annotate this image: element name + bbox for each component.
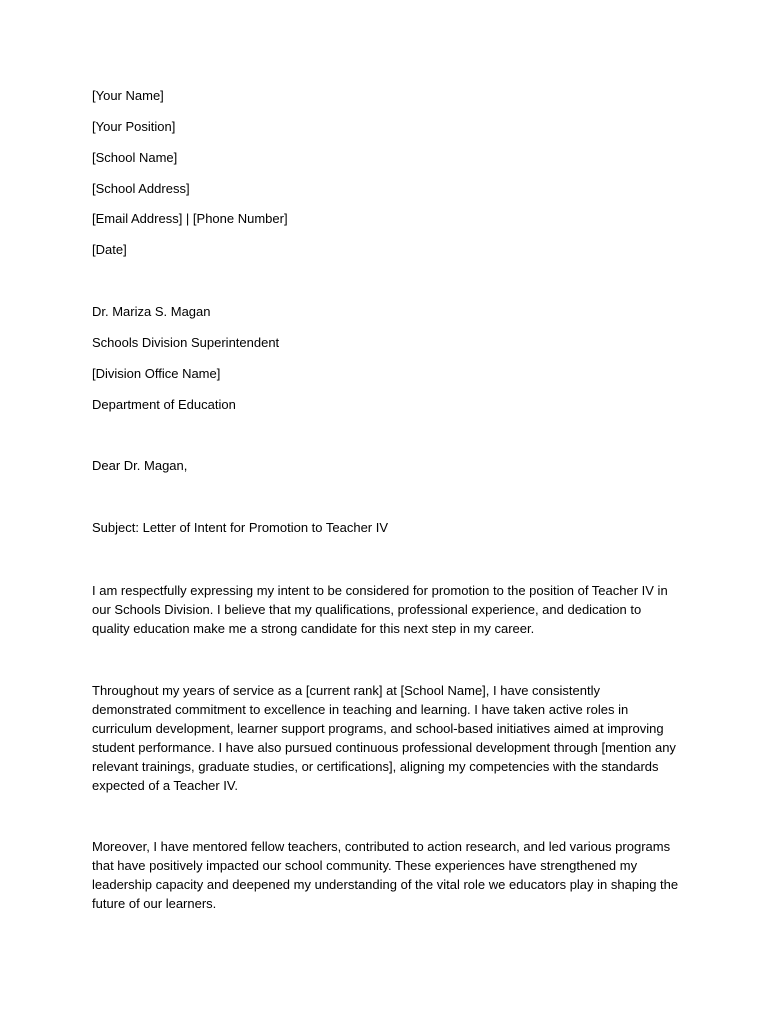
sender-contact: [Email Address] | [Phone Number] — [92, 211, 288, 226]
recipient-department: Department of Education — [92, 397, 236, 412]
body-paragraph-1: I am respectfully expressing my intent to be considered for promotion to the position of Teacher IV in our Schools Division. I believe that my qualifications, professional experience, and dedication to quality education make me a strong candidate for this next step in my career. — [92, 583, 668, 636]
body-paragraph-2: Throughout my years of service as a [current rank] at [School Name], I have consistently demonstrated commitment to excellence in teaching and learning. I have taken active roles in curriculum development, learner support programs, and school-based initiatives aimed at improving student performance. I have also pursued continuous professional development through [mention any relevant trainings, graduate studies, or certifications], aligning my competencies with the standards expected of a Teacher IV. — [92, 683, 676, 793]
recipient-office: [Division Office Name] — [92, 366, 221, 381]
sender-school: [School Name] — [92, 150, 178, 165]
sender-address: [School Address] — [92, 181, 190, 196]
body-paragraph-3: Moreover, I have mentored fellow teachers, contributed to action research, and led various programs that have positively impacted our school community. These experiences have strengthened my leadership capacity and deepened my understanding of the vital role we educators play in shaping the future of our learners. — [92, 839, 679, 911]
recipient-name: Dr. Mariza S. Magan — [92, 304, 211, 319]
letter-date: [Date] — [92, 242, 127, 257]
subject-line: Subject: Letter of Intent for Promotion to Teacher IV — [92, 520, 389, 535]
sender-position: [Your Position] — [92, 119, 176, 134]
sender-name: [Your Name] — [92, 88, 164, 103]
salutation: Dear Dr. Magan, — [92, 458, 188, 473]
recipient-title: Schools Division Superintendent — [92, 335, 280, 350]
